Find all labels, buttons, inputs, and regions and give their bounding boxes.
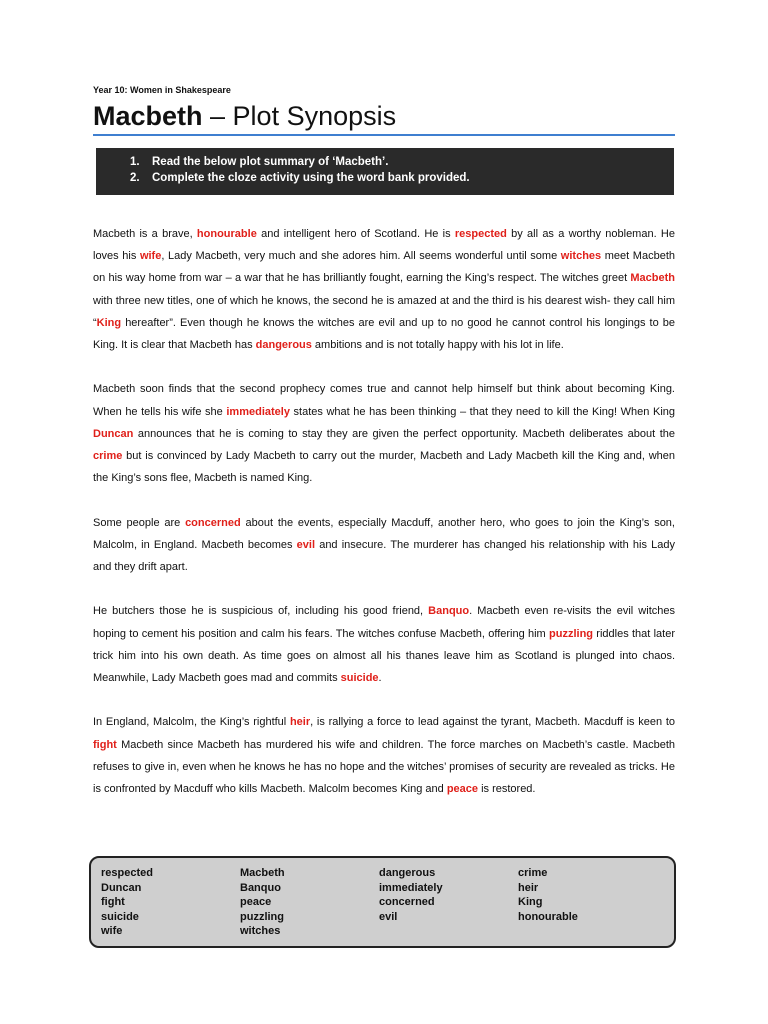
synopsis-paragraph (93, 711, 675, 800)
page-title (93, 100, 675, 136)
paragraph-text: Macbeth is a brave, (93, 228, 197, 240)
highlighted-word: respected (454, 228, 507, 240)
highlighted-word: Banquo (428, 605, 470, 618)
word-bank-word: dangerous (379, 867, 436, 879)
paragraph-text: In England, Malcolm, the King’s rightful (93, 716, 290, 729)
word-bank-word: respected (101, 867, 153, 879)
paragraph-text: riddles that later trick him into his own death. As time goes on almost all his thanes leave him as Scotland is plunged into chaos. Meanwhile, Lady Macbeth goes mad and commits (93, 627, 676, 685)
paragraph-text: meet Macbeth on his way home from war – a war that he has brilliantly fought, earning the King’s respect. The witches greet (93, 250, 675, 285)
paragraph-text: by all as a worthy nobleman. He loves his (93, 228, 675, 263)
paragraph-text: and insecure. The murderer has changed his relationship with his Lady and they drift apart. (93, 538, 675, 574)
synopsis-paragraph (93, 223, 675, 356)
title-bold: Macbeth (93, 101, 203, 131)
paragraph-text: , is rallying a force to lead against the tyrant, Macbeth. Macduff is keen to (310, 716, 675, 729)
synopsis-paragraph (93, 600, 675, 689)
synopsis-paragraph (93, 378, 675, 489)
instruction-number: 1. (130, 156, 140, 168)
instruction-item (130, 170, 664, 186)
word-bank-word: witches (240, 925, 281, 938)
word-bank-word: suicide (101, 910, 139, 923)
word-bank-word: peace (240, 896, 272, 909)
word-bank-word: King (518, 896, 543, 909)
instruction-number: 2. (130, 172, 140, 184)
paragraph-text: , Lady Macbeth, very much and she adores him. All seems wonderful until some (161, 250, 561, 263)
highlighted-word: honourable (196, 228, 257, 240)
highlighted-word: evil (296, 538, 316, 551)
paragraph-text: . Macbeth even re-visits the evil witches hoping to cement his position and calm his fears. The witches confuse Macbeth, offering him (93, 605, 675, 640)
instruction-text: Read the below plot summary of ‘Macbeth’. (152, 156, 389, 168)
highlighted-word: puzzling (549, 627, 594, 640)
paragraph-text: He butchers those he is suspicious of, including his good friend, (93, 605, 429, 618)
paragraph-text: is restored. (478, 783, 536, 796)
worksheet (93, 84, 675, 822)
highlighted-word: Duncan (93, 427, 134, 440)
paragraph-text: hereafter”. Even though he knows the witches are evil and up to no good he cannot control his longings to be King. It is clear that Macbeth has (93, 316, 675, 352)
highlighted-word: heir (289, 716, 311, 729)
word-bank-word: fight (101, 896, 125, 909)
highlighted-word: suicide (340, 672, 379, 685)
highlighted-word: fight (93, 738, 117, 751)
word-bank-column (518, 866, 657, 946)
paragraph-text: ambitions and is not totally happy with his lot in life. (311, 339, 564, 352)
instructions-list (130, 154, 664, 186)
word-bank-word: wife (101, 925, 123, 938)
highlighted-word: concerned (185, 516, 241, 529)
word-bank-word: puzzling (240, 910, 284, 923)
word-bank-column (379, 866, 518, 946)
word-bank-word: Duncan (101, 881, 142, 894)
paragraph-text: with three new titles, one of which he knows, the second he is amazed at and the third is his dearest wish- they call him “ (93, 294, 675, 329)
word-bank-word: crime (518, 867, 548, 879)
paragraph-text: Macbeth soon finds that the second prophecy comes true and cannot help himself but think about becoming King. When he tells his wife she (93, 383, 675, 418)
highlighted-word: crime (93, 450, 123, 463)
word-bank-word: concerned (379, 896, 435, 909)
paragraph-text: and intelligent hero of Scotland. He is (256, 228, 455, 240)
word-bank-word: evil (379, 910, 398, 923)
plot-synopsis (93, 223, 675, 800)
word-bank-word: heir (518, 881, 539, 894)
paragraph-text: about the events, especially Macduff, another hero, who goes to join the King’s son, Malcolm, in England. Macbeth becomes (93, 516, 675, 551)
paragraph-text: Macbeth since Macbeth has murdered his wife and children. The force marches on Macbeth’s castle. Macbeth refuses to give in, even when he knows he has no hope and the witches’ promises of security are revealed as tricks. He is confronted by Macduff who kills Macbeth. Malcolm becomes King and (93, 738, 675, 796)
highlighted-word: dangerous (255, 339, 312, 352)
synopsis-paragraph (93, 512, 675, 579)
instructions-box (96, 148, 674, 195)
word-bank-word: Macbeth (240, 867, 285, 879)
paragraph-text: Some people are (93, 516, 186, 529)
course-label: Year 10: Women in Shakespeare (93, 85, 231, 95)
word-bank-word: immediately (379, 881, 443, 894)
highlighted-word: witches (560, 250, 602, 263)
highlighted-word: Macbeth (630, 272, 675, 285)
paragraph-text: . (378, 672, 382, 685)
word-bank (89, 856, 676, 948)
title-rest: – Plot Synopsis (202, 101, 397, 131)
paragraph-text: states what he has been thinking – that they need to kill the King! When King (289, 405, 676, 418)
highlighted-word: immediately (226, 405, 290, 418)
word-bank-column (240, 866, 379, 946)
word-bank-word: honourable (518, 910, 578, 923)
highlighted-word: King (96, 316, 122, 329)
paragraph-text: announces that he is coming to stay they are given the perfect opportunity. Macbeth deliberates about the (133, 427, 675, 440)
word-bank-word: Banquo (240, 881, 281, 894)
highlighted-word: peace (446, 783, 479, 796)
paragraph-text: but is convinced by Lady Macbeth to carry out the murder, Macbeth and Lady Macbeth kill the King and, when the King’s sons flee, Macbeth is named King. (93, 450, 675, 485)
highlighted-word: wife (139, 250, 162, 263)
word-bank-column (101, 866, 240, 946)
instruction-item (130, 154, 664, 170)
instruction-text: Complete the cloze activity using the word bank provided. (152, 172, 470, 184)
